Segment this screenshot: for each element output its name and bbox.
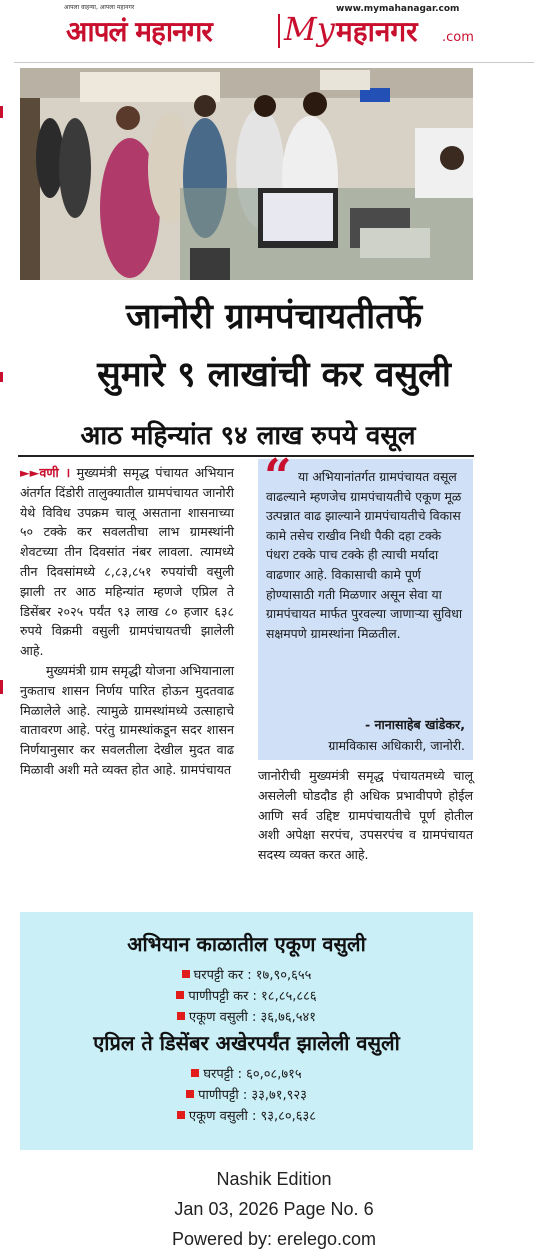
article-paragraph bbox=[20, 661, 234, 780]
summary-row: पाणीपट्टी कर : १८,८५,८८६ bbox=[20, 986, 473, 1004]
logo-my: My bbox=[284, 10, 335, 48]
site-url: www.mymahanagar.com bbox=[336, 4, 460, 14]
summary-row: एकूण वसुली : ९३,८०,६३८ bbox=[20, 1106, 473, 1124]
summary-row: घरपट्टी कर : १७,९०,६५५ bbox=[20, 965, 473, 983]
masthead-tagline: आपला वाहन्या, आपला महानगर bbox=[64, 4, 135, 11]
bullet-square-icon bbox=[182, 970, 190, 978]
masthead bbox=[60, 0, 480, 56]
bullet-square-icon bbox=[177, 1111, 185, 1119]
paragraph-3: जानोरीची मुख्यमंत्री समृद्ध पंचायतमध्ये चालू असलेली घोडदौड ही अधिक प्रभावीपणे होईल आणि सर्व उद्दिष्ट ग्रामपंचायतीचे पूर्ण होतील अशी अपेक्षा सरपंच, उपसरपंच व ग्रामपंचायत सदस्य व्यक्त करत आहे. bbox=[258, 768, 473, 863]
summary-heading-2: एप्रिल ते डिसेंबर अखेरपर्यंत झालेली वसुली bbox=[93, 1031, 400, 1055]
summary-box bbox=[20, 912, 473, 1150]
bullet-square-icon bbox=[176, 991, 184, 999]
pull-quote-box bbox=[258, 449, 473, 760]
summary-row: पाणीपट्टी : ३३,७१,९२३ bbox=[20, 1085, 473, 1103]
dateline-arrow-icon: ►► bbox=[20, 465, 40, 480]
paragraph-1: मुख्यमंत्री समृद्ध पंचायत अभियान अंतर्गत दिंडोरी तालुक्यातील ग्रामपंचायत जानोरी येथे विविध उपक्रम चालू असताना शासनाच्या ५० टक्के कर सवलतीचा लाभ ग्रामस्थांनी शेवटच्या तीन दिवसांत नंबर लावला. त्यामध्ये तीन दिवसांमध्ये ८,८३,८५१ रुपयांची वसुली झाली तर आठ महिन्यांत म्हणजे एप्रिल ते डिसेंबर २०२५ पर्यंत ९३ लाख ८० हजार ६३८ रुपये विक्रमी वसुली ग्रामपंचायतची झालेली आहे. bbox=[20, 465, 234, 659]
bullet-square-icon bbox=[191, 1069, 199, 1077]
quote-author-role: ग्रामविकास अधिकारी, जानोरी. bbox=[328, 738, 465, 753]
page-edge-mark bbox=[0, 106, 3, 118]
date-page-label: Jan 03, 2026 Page No. 6 bbox=[174, 1199, 374, 1219]
bullet-square-icon bbox=[186, 1090, 194, 1098]
quote-body: या अभियानांतर्गत ग्रामपंचायत वसूल वाढल्याने म्हणजेच ग्रामपंचायतीचे एकूण मूळ उत्पन्नात वाढ झाल्याने ग्रामपंचायतीचे विकास कामे तसेच राखीव निधी पैकी दहा टक्के पंधरा टक्के पाच टक्के ही त्याची मर्यादा वाढणार आहे. विकासाची कामे पूर्ण होण्यासाठी गती मिळणार असून सेवा या ग्रामपंचायत मार्फत पुरवल्या जाणाऱ्या सुविधा सक्षमपणे ग्रामस्थांना मिळतील. bbox=[266, 469, 463, 641]
headline-rule bbox=[18, 455, 474, 457]
headline-line-1: जानोरी ग्रामपंचायतीतर्फे bbox=[125, 297, 423, 337]
article-column-left bbox=[20, 463, 234, 780]
subheadline: आठ महिन्यांत ९४ लाख रुपये वसूल bbox=[80, 421, 416, 451]
bullet-square-icon bbox=[177, 1012, 185, 1020]
article-photo bbox=[20, 68, 473, 280]
masthead-rule bbox=[14, 62, 534, 63]
quote-mark-icon: “ bbox=[264, 449, 292, 505]
pull-quote-text bbox=[266, 467, 466, 643]
page-edge-mark bbox=[0, 372, 3, 382]
logo-divider bbox=[278, 14, 280, 48]
quote-author: - नानासाहेब खांडेकर, bbox=[364, 717, 465, 732]
paragraph-2: मुख्यमंत्री ग्राम समृद्धी योजना अभियानाला नुकताच शासन निर्णय पारित होऊन मुदतवाढ मिळालेले आहे. त्यामुळे ग्रामस्थांमध्ये उत्साहाचे वातावरण आहे. परंतु ग्रामस्थांकडून सदर शासन निर्णयानुसार कर सवलतीला देखील मुदत वाढ मिळावी अशी मते व्यक्त होत आहे. ग्रामपंचायत bbox=[20, 662, 234, 777]
summary-row: एकूण वसुली : ३६,७६,५४१ bbox=[20, 1007, 473, 1025]
powered-by-label: Powered by: erelego.com bbox=[171, 1229, 377, 1249]
dateline: वणी । bbox=[39, 465, 71, 480]
summary-row: घरपट्टी : ६०,०८,७१५ bbox=[20, 1064, 473, 1082]
page-edge-mark bbox=[0, 680, 3, 694]
headline-line-2: सुमारे ९ लाखांची कर वसुली bbox=[97, 355, 451, 395]
edition-label: Nashik Edition bbox=[216, 1169, 332, 1189]
logo-dot-com: .com bbox=[442, 30, 474, 45]
summary-heading-1: अभियान काळातील एकूण वसुली bbox=[127, 932, 366, 956]
article-column-right bbox=[258, 766, 473, 865]
logo-aapla-mahanagar: आपलं महानगर bbox=[66, 15, 212, 48]
logo-mahanagar: महानगर bbox=[336, 15, 418, 48]
article-paragraph bbox=[20, 463, 234, 661]
